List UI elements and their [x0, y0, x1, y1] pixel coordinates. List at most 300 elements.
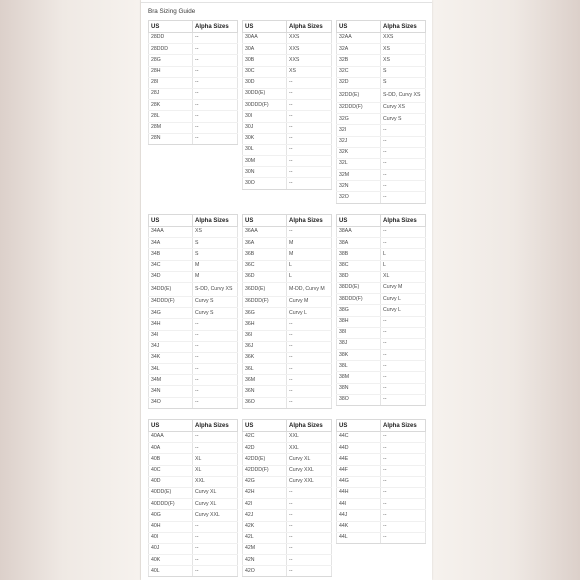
alpha-size-cell: --: [193, 66, 238, 77]
table-row: [243, 432, 332, 443]
alpha-size-cell: --: [193, 532, 238, 543]
table-row: [337, 55, 426, 66]
page-title: Bra Sizing Guide: [148, 8, 196, 15]
table-row: [337, 66, 426, 77]
table-row: [243, 499, 332, 510]
alpha-size-cell: M-DD, Curvy M: [287, 282, 332, 296]
size-table: [336, 214, 426, 406]
table-row: [337, 227, 426, 238]
alpha-size-cell: XL: [193, 465, 238, 476]
table-row: [337, 238, 426, 249]
table-row: [243, 521, 332, 532]
us-size-cell: 30B: [243, 55, 287, 66]
table-row: [149, 543, 238, 554]
size-table: [242, 20, 332, 190]
us-size-cell: 40DD(E): [149, 487, 193, 498]
us-size-cell: 34M: [149, 375, 193, 386]
alpha-size-cell: --: [287, 100, 332, 111]
table-row: [243, 260, 332, 271]
size-table: [336, 20, 426, 204]
us-size-cell: 38DD(E): [337, 282, 381, 293]
alpha-size-cell: --: [287, 543, 332, 554]
us-size-cell: 30AA: [243, 33, 287, 44]
us-size-cell: 30C: [243, 66, 287, 77]
alpha-size-cell: --: [381, 521, 426, 532]
table-row: [149, 122, 238, 133]
table-row: [149, 249, 238, 260]
table-row: [337, 260, 426, 271]
us-size-cell: 38AA: [337, 227, 381, 238]
alpha-size-cell: --: [193, 555, 238, 566]
us-size-cell: 32AA: [337, 33, 381, 44]
table-row: [337, 249, 426, 260]
us-size-header: US: [337, 21, 381, 33]
table-row: [243, 443, 332, 454]
us-size-cell: 40H: [149, 521, 193, 532]
us-size-cell: 42DD(E): [243, 454, 287, 465]
us-size-cell: 40K: [149, 555, 193, 566]
alpha-size-cell: XXS: [287, 55, 332, 66]
alpha-size-cell: XXL: [287, 443, 332, 454]
alpha-size-cell: Curvy XL: [193, 487, 238, 498]
us-size-cell: 30A: [243, 44, 287, 55]
us-size-cell: 40B: [149, 454, 193, 465]
alpha-size-cell: --: [193, 88, 238, 99]
us-size-cell: 34DD(E): [149, 282, 193, 296]
table-row: [337, 170, 426, 181]
table-row: [337, 372, 426, 383]
alpha-size-cell: --: [381, 454, 426, 465]
table-row: [243, 55, 332, 66]
us-size-cell: 38B: [337, 249, 381, 260]
us-size-cell: 32D: [337, 77, 381, 88]
us-size-cell: 34J: [149, 341, 193, 352]
alpha-size-cell: M: [193, 260, 238, 271]
us-size-cell: 38K: [337, 350, 381, 361]
alpha-size-cell: --: [287, 375, 332, 386]
alpha-size-cell: --: [381, 227, 426, 238]
alpha-size-cell: --: [193, 443, 238, 454]
us-size-cell: 44E: [337, 454, 381, 465]
table-row: [337, 521, 426, 532]
alpha-size-cell: Curvy XXL: [193, 510, 238, 521]
table-row: [149, 397, 238, 408]
table-row: [149, 44, 238, 55]
table-row: [243, 88, 332, 99]
alpha-size-cell: --: [381, 443, 426, 454]
table-row: [337, 192, 426, 203]
table-row: [243, 296, 332, 307]
table-row: [243, 510, 332, 521]
us-size-cell: 28J: [149, 88, 193, 99]
alpha-size-cell: --: [381, 532, 426, 543]
us-size-cell: 28G: [149, 55, 193, 66]
alpha-size-cell: L: [287, 271, 332, 282]
alpha-size-cell: --: [287, 111, 332, 122]
alpha-size-cell: --: [381, 476, 426, 487]
table-row: [337, 383, 426, 394]
alpha-size-cell: --: [381, 372, 426, 383]
table-row: [149, 352, 238, 363]
us-size-cell: 38M: [337, 372, 381, 383]
us-size-cell: 32N: [337, 181, 381, 192]
us-size-cell: 42C: [243, 432, 287, 443]
table-row: [243, 308, 332, 319]
table-row: [337, 77, 426, 88]
table-row: [149, 443, 238, 454]
table-row: [243, 33, 332, 44]
table-row: [149, 532, 238, 543]
alpha-size-cell: XL: [193, 454, 238, 465]
us-size-cell: 34N: [149, 386, 193, 397]
us-size-cell: 28DD: [149, 33, 193, 44]
alpha-size-header: Alpha Sizes: [381, 420, 426, 432]
alpha-size-header: Alpha Sizes: [381, 21, 426, 33]
us-size-cell: 44H: [337, 487, 381, 498]
table-row: [149, 386, 238, 397]
us-size-cell: 42D: [243, 443, 287, 454]
us-size-cell: 36G: [243, 308, 287, 319]
table-row: [337, 181, 426, 192]
us-size-cell: 30DD(E): [243, 88, 287, 99]
alpha-size-cell: --: [193, 330, 238, 341]
alpha-size-cell: Curvy L: [381, 305, 426, 316]
us-size-cell: 38J: [337, 338, 381, 349]
us-size-cell: 42DDD(F): [243, 465, 287, 476]
alpha-size-cell: --: [193, 397, 238, 408]
alpha-size-cell: XS: [287, 66, 332, 77]
alpha-size-cell: --: [381, 316, 426, 327]
alpha-size-cell: --: [287, 532, 332, 543]
table-row: [149, 33, 238, 44]
us-size-cell: 38A: [337, 238, 381, 249]
alpha-size-cell: L: [381, 249, 426, 260]
alpha-size-cell: XS: [381, 44, 426, 55]
table-row: [337, 432, 426, 443]
us-size-cell: 38DDD(F): [337, 294, 381, 305]
table-header-row: [243, 215, 332, 227]
table-row: [243, 397, 332, 408]
table-row: [337, 294, 426, 305]
alpha-size-cell: M: [287, 238, 332, 249]
alpha-size-cell: --: [193, 122, 238, 133]
table-row: [149, 319, 238, 330]
us-size-cell: 42M: [243, 543, 287, 554]
alpha-size-cell: Curvy XL: [193, 499, 238, 510]
alpha-size-cell: Curvy XS: [381, 102, 426, 113]
us-size-cell: 40C: [149, 465, 193, 476]
alpha-size-cell: --: [287, 555, 332, 566]
table-row: [243, 532, 332, 543]
alpha-size-cell: --: [287, 352, 332, 363]
alpha-size-cell: --: [193, 375, 238, 386]
alpha-size-cell: S-DD, Curvy XS: [193, 282, 238, 296]
alpha-size-cell: --: [381, 192, 426, 203]
alpha-size-cell: --: [381, 510, 426, 521]
table-row: [337, 147, 426, 158]
alpha-size-cell: Curvy S: [381, 114, 426, 125]
us-size-header: US: [149, 420, 193, 432]
alpha-size-cell: S-DD, Curvy XS: [381, 88, 426, 102]
table-row: [337, 338, 426, 349]
us-size-cell: 42O: [243, 566, 287, 577]
table-row: [337, 125, 426, 136]
table-row: [243, 144, 332, 155]
us-size-cell: 34A: [149, 238, 193, 249]
table-row: [149, 260, 238, 271]
table-row: [337, 282, 426, 293]
alpha-size-cell: L: [381, 260, 426, 271]
alpha-size-cell: XXL: [287, 432, 332, 443]
alpha-size-cell: --: [287, 133, 332, 144]
table-row: [337, 487, 426, 498]
table-row: [243, 330, 332, 341]
us-size-cell: 38C: [337, 260, 381, 271]
alpha-size-cell: --: [287, 167, 332, 178]
alpha-size-cell: --: [193, 566, 238, 577]
table-row: [149, 296, 238, 307]
us-size-cell: 32I: [337, 125, 381, 136]
us-size-cell: 38I: [337, 327, 381, 338]
us-size-header: US: [243, 21, 287, 33]
table-row: [337, 114, 426, 125]
table-row: [243, 364, 332, 375]
us-size-cell: 28H: [149, 66, 193, 77]
alpha-size-cell: --: [193, 44, 238, 55]
us-size-cell: 42H: [243, 487, 287, 498]
us-size-cell: 40A: [149, 443, 193, 454]
table-row: [243, 77, 332, 88]
table-row: [149, 271, 238, 282]
alpha-size-cell: --: [287, 144, 332, 155]
table-row: [149, 566, 238, 577]
alpha-size-cell: --: [287, 122, 332, 133]
alpha-size-cell: --: [381, 170, 426, 181]
alpha-size-cell: --: [193, 352, 238, 363]
table-row: [149, 341, 238, 352]
table-header-row: [243, 420, 332, 432]
table-row: [337, 33, 426, 44]
alpha-size-cell: --: [287, 510, 332, 521]
table-row: [243, 566, 332, 577]
alpha-size-cell: --: [193, 319, 238, 330]
us-size-cell: 42I: [243, 499, 287, 510]
table-row: [149, 330, 238, 341]
size-guide-card: [141, 0, 432, 580]
alpha-size-cell: --: [193, 386, 238, 397]
alpha-size-cell: Curvy XL: [287, 454, 332, 465]
table-row: [149, 454, 238, 465]
alpha-size-header: Alpha Sizes: [193, 215, 238, 227]
table-row: [337, 510, 426, 521]
alpha-size-cell: --: [287, 77, 332, 88]
table-header-row: [243, 21, 332, 33]
us-size-cell: 44I: [337, 499, 381, 510]
us-size-cell: 32G: [337, 114, 381, 125]
us-size-cell: 36AA: [243, 227, 287, 238]
table-header-row: [149, 215, 238, 227]
alpha-size-cell: XL: [381, 271, 426, 282]
us-size-cell: 36N: [243, 386, 287, 397]
table-row: [149, 111, 238, 122]
table-row: [149, 432, 238, 443]
us-size-cell: 36D: [243, 271, 287, 282]
us-size-cell: 38N: [337, 383, 381, 394]
us-size-cell: 38D: [337, 271, 381, 282]
table-row: [149, 555, 238, 566]
us-size-cell: 34B: [149, 249, 193, 260]
size-table: [242, 419, 332, 577]
alpha-size-header: Alpha Sizes: [193, 21, 238, 33]
us-size-cell: 38G: [337, 305, 381, 316]
size-table: [148, 214, 238, 409]
us-size-cell: 32DDD(F): [337, 102, 381, 113]
size-table: [336, 419, 426, 544]
alpha-size-cell: --: [287, 330, 332, 341]
table-row: [337, 361, 426, 372]
alpha-size-cell: L: [287, 260, 332, 271]
table-row: [149, 238, 238, 249]
us-size-cell: 34L: [149, 364, 193, 375]
us-size-cell: 38O: [337, 394, 381, 405]
alpha-size-cell: S: [193, 238, 238, 249]
us-size-cell: 30M: [243, 156, 287, 167]
table-header-row: [337, 420, 426, 432]
table-header-row: [149, 420, 238, 432]
alpha-size-cell: --: [287, 341, 332, 352]
us-size-cell: 34O: [149, 397, 193, 408]
us-size-cell: 44K: [337, 521, 381, 532]
alpha-size-cell: --: [287, 227, 332, 238]
alpha-size-cell: Curvy M: [381, 282, 426, 293]
table-row: [149, 133, 238, 144]
table-row: [337, 350, 426, 361]
us-size-cell: 36I: [243, 330, 287, 341]
alpha-size-cell: --: [381, 499, 426, 510]
table-row: [243, 487, 332, 498]
us-size-cell: 36C: [243, 260, 287, 271]
table-row: [149, 88, 238, 99]
table-row: [243, 167, 332, 178]
us-size-cell: 44J: [337, 510, 381, 521]
alpha-size-cell: --: [381, 432, 426, 443]
us-size-cell: 28M: [149, 122, 193, 133]
table-row: [243, 375, 332, 386]
us-size-cell: 36L: [243, 364, 287, 375]
us-size-cell: 32B: [337, 55, 381, 66]
alpha-size-cell: --: [287, 521, 332, 532]
alpha-size-cell: XXS: [287, 33, 332, 44]
us-size-cell: 44D: [337, 443, 381, 454]
table-row: [243, 44, 332, 55]
us-size-cell: 32L: [337, 158, 381, 169]
us-size-cell: 38L: [337, 361, 381, 372]
us-size-cell: 34G: [149, 308, 193, 319]
table-row: [243, 133, 332, 144]
us-size-cell: 40I: [149, 532, 193, 543]
us-size-cell: 34AA: [149, 227, 193, 238]
us-size-cell: 30J: [243, 122, 287, 133]
us-size-cell: 34DDD(F): [149, 296, 193, 307]
alpha-size-cell: Curvy XXL: [287, 465, 332, 476]
us-size-cell: 32C: [337, 66, 381, 77]
divider: [141, 2, 432, 3]
table-row: [243, 476, 332, 487]
alpha-size-cell: S: [381, 77, 426, 88]
us-size-cell: 28I: [149, 77, 193, 88]
table-row: [243, 122, 332, 133]
table-row: [149, 227, 238, 238]
table-row: [243, 341, 332, 352]
alpha-size-cell: S: [193, 249, 238, 260]
size-table: [148, 20, 238, 145]
table-row: [337, 44, 426, 55]
table-row: [149, 375, 238, 386]
alpha-size-cell: XS: [381, 55, 426, 66]
alpha-size-cell: --: [287, 499, 332, 510]
us-size-cell: 40AA: [149, 432, 193, 443]
us-size-cell: 34K: [149, 352, 193, 363]
us-size-cell: 32O: [337, 192, 381, 203]
alpha-size-cell: --: [381, 125, 426, 136]
alpha-size-cell: XXL: [193, 476, 238, 487]
table-row: [149, 521, 238, 532]
alpha-size-header: Alpha Sizes: [287, 215, 332, 227]
us-size-cell: 30N: [243, 167, 287, 178]
table-row: [337, 305, 426, 316]
table-row: [337, 102, 426, 113]
table-row: [243, 178, 332, 189]
table-row: [243, 271, 332, 282]
table-row: [243, 156, 332, 167]
alpha-size-cell: --: [381, 158, 426, 169]
table-row: [243, 238, 332, 249]
us-size-cell: 40D: [149, 476, 193, 487]
alpha-size-cell: --: [381, 394, 426, 405]
alpha-size-cell: --: [381, 383, 426, 394]
alpha-size-cell: --: [287, 319, 332, 330]
alpha-size-cell: --: [287, 487, 332, 498]
size-table: [242, 214, 332, 409]
alpha-size-header: Alpha Sizes: [287, 420, 332, 432]
alpha-size-cell: --: [287, 566, 332, 577]
us-size-cell: 36K: [243, 352, 287, 363]
us-size-cell: 36M: [243, 375, 287, 386]
us-size-header: US: [337, 420, 381, 432]
us-size-cell: 40J: [149, 543, 193, 554]
us-size-cell: 36J: [243, 341, 287, 352]
alpha-size-cell: --: [381, 136, 426, 147]
alpha-size-header: Alpha Sizes: [381, 215, 426, 227]
alpha-size-cell: --: [193, 33, 238, 44]
us-size-cell: 32K: [337, 147, 381, 158]
table-row: [337, 454, 426, 465]
table-row: [243, 227, 332, 238]
alpha-size-cell: --: [193, 432, 238, 443]
table-header-row: [337, 215, 426, 227]
table-row: [243, 386, 332, 397]
table-row: [243, 352, 332, 363]
table-row: [243, 282, 332, 296]
us-size-cell: 42N: [243, 555, 287, 566]
us-size-cell: 30D: [243, 77, 287, 88]
alpha-size-cell: --: [381, 465, 426, 476]
alpha-size-cell: M: [193, 271, 238, 282]
table-row: [337, 443, 426, 454]
table-row: [243, 543, 332, 554]
table-row: [149, 282, 238, 296]
table-row: [149, 487, 238, 498]
